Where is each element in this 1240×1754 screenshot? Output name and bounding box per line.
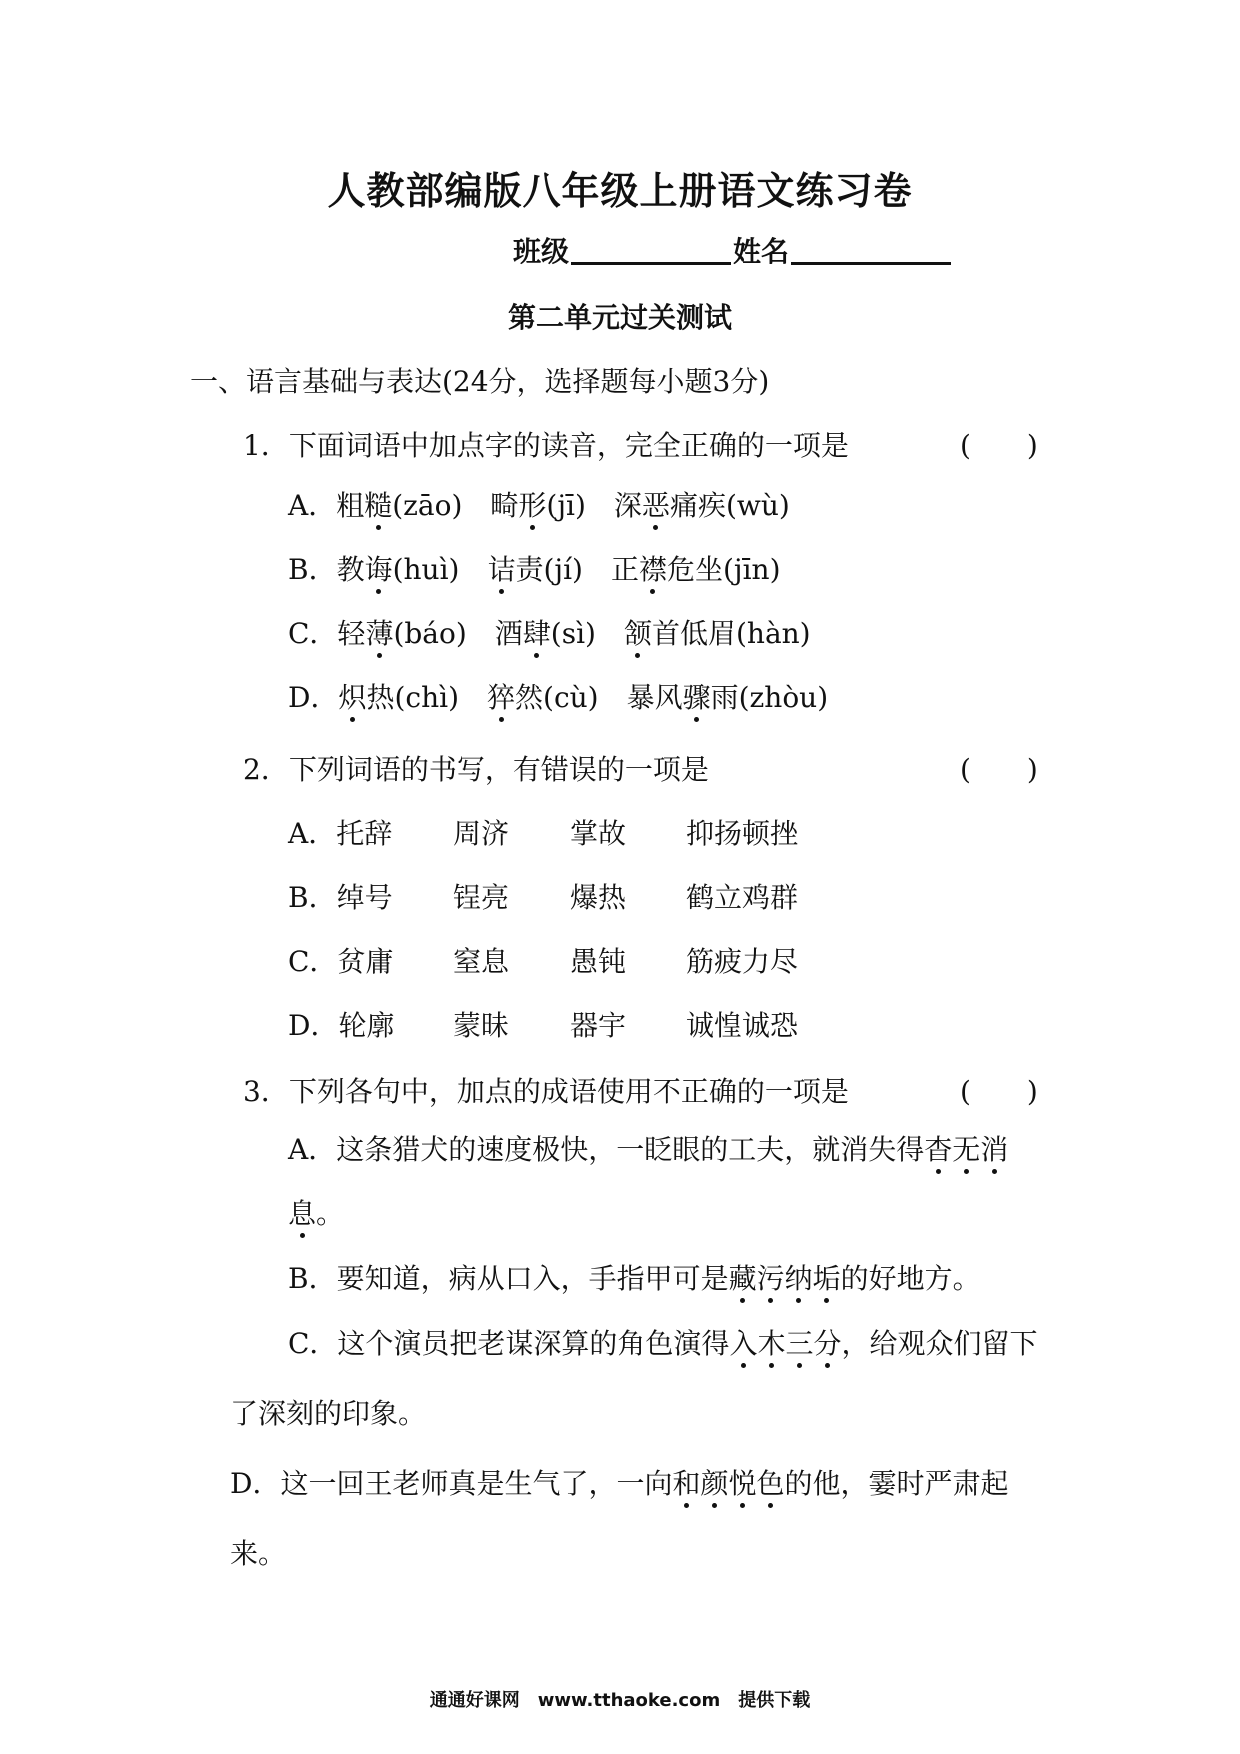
- q2-option-b-1: B．绰号: [288, 881, 393, 914]
- q2-option-d-2: 蒙昧: [453, 1009, 510, 1042]
- q2-option-a-1: A．托辞: [288, 817, 393, 850]
- q1-option-a: A．粗糙(zāo) 畸形(jī) 深恶痛疾(wù): [288, 484, 790, 524]
- q3-option-d: D．这一回王老师真是生气了，一向和颜悦色的他，霎时严肃起: [230, 1462, 1009, 1502]
- q2-option-c-3: 愚钝: [570, 945, 627, 978]
- q2-option-c-1: C．贫庸: [288, 945, 394, 978]
- q3-option-c: C．这个演员把老谋深算的角色演得入木三分，给观众们留下: [288, 1322, 1038, 1362]
- q2-option-a-2: 周济: [453, 817, 510, 850]
- page-title: 人教部编版八年级上册语文练习卷: [327, 169, 913, 213]
- q2-option-a-4: 抑扬顿挫: [686, 817, 799, 850]
- name-blank[interactable]: [791, 236, 951, 265]
- q3-stem: 3．下列各句中，加点的成语使用不正确的一项是: [243, 1075, 849, 1108]
- name-label: 姓名: [733, 235, 790, 268]
- q2-option-c-2: 窒息: [453, 945, 510, 978]
- footer-credit: 通通好课网 www.tthaoke.com 提供下载: [429, 1690, 811, 1711]
- unit-title: 第二单元过关测试: [507, 301, 732, 334]
- q3-option-a: A．这条猎犬的速度极快，一眨眼的工夫，就消失得杳无消: [288, 1128, 1008, 1168]
- q3-option-b: B．要知道，病从口入，手指甲可是藏污纳垢的好地方。: [288, 1257, 981, 1297]
- q3-option-c-cont: 了深刻的印象。: [230, 1397, 427, 1430]
- q2-stem: 2．下列词语的书写，有错误的一项是: [243, 753, 709, 786]
- section-heading: 一、语言基础与表达(24分，选择题每小题3分): [190, 365, 770, 398]
- class-label: 班级: [513, 235, 570, 268]
- q2-option-d-4: 诚惶诚恐: [686, 1009, 799, 1042]
- q2-answer-paren[interactable]: ( ): [960, 753, 1038, 786]
- q1-option-d: D．炽热(chì) 猝然(cù) 暴风骤雨(zhòu): [288, 676, 828, 716]
- q2-option-a-3: 掌故: [570, 817, 627, 850]
- q2-option-d-3: 器宇: [570, 1009, 627, 1042]
- q2-option-b-3: 爆热: [570, 881, 627, 914]
- q2-option-b-4: 鹤立鸡群: [686, 881, 799, 914]
- student-info: [513, 230, 953, 270]
- q2-option-c-4: 筋疲力尽: [686, 945, 799, 978]
- q3-answer-paren[interactable]: ( ): [960, 1075, 1038, 1108]
- q1-stem: 1．下面词语中加点字的读音，完全正确的一项是: [243, 429, 849, 462]
- q3-option-a-cont: 息。: [288, 1192, 344, 1232]
- class-blank[interactable]: [571, 236, 731, 265]
- q1-answer-paren[interactable]: ( ): [960, 429, 1038, 462]
- q2-option-d-1: D．轮廓: [288, 1009, 395, 1042]
- q1-option-c: C．轻薄(báo) 酒肆(sì) 颔首低眉(hàn): [288, 612, 811, 652]
- q2-option-b-2: 锃亮: [453, 881, 510, 914]
- q1-option-b: B．教诲(huì) 诘责(jí) 正襟危坐(jīn): [288, 548, 781, 588]
- q3-option-d-cont: 来。: [230, 1537, 287, 1570]
